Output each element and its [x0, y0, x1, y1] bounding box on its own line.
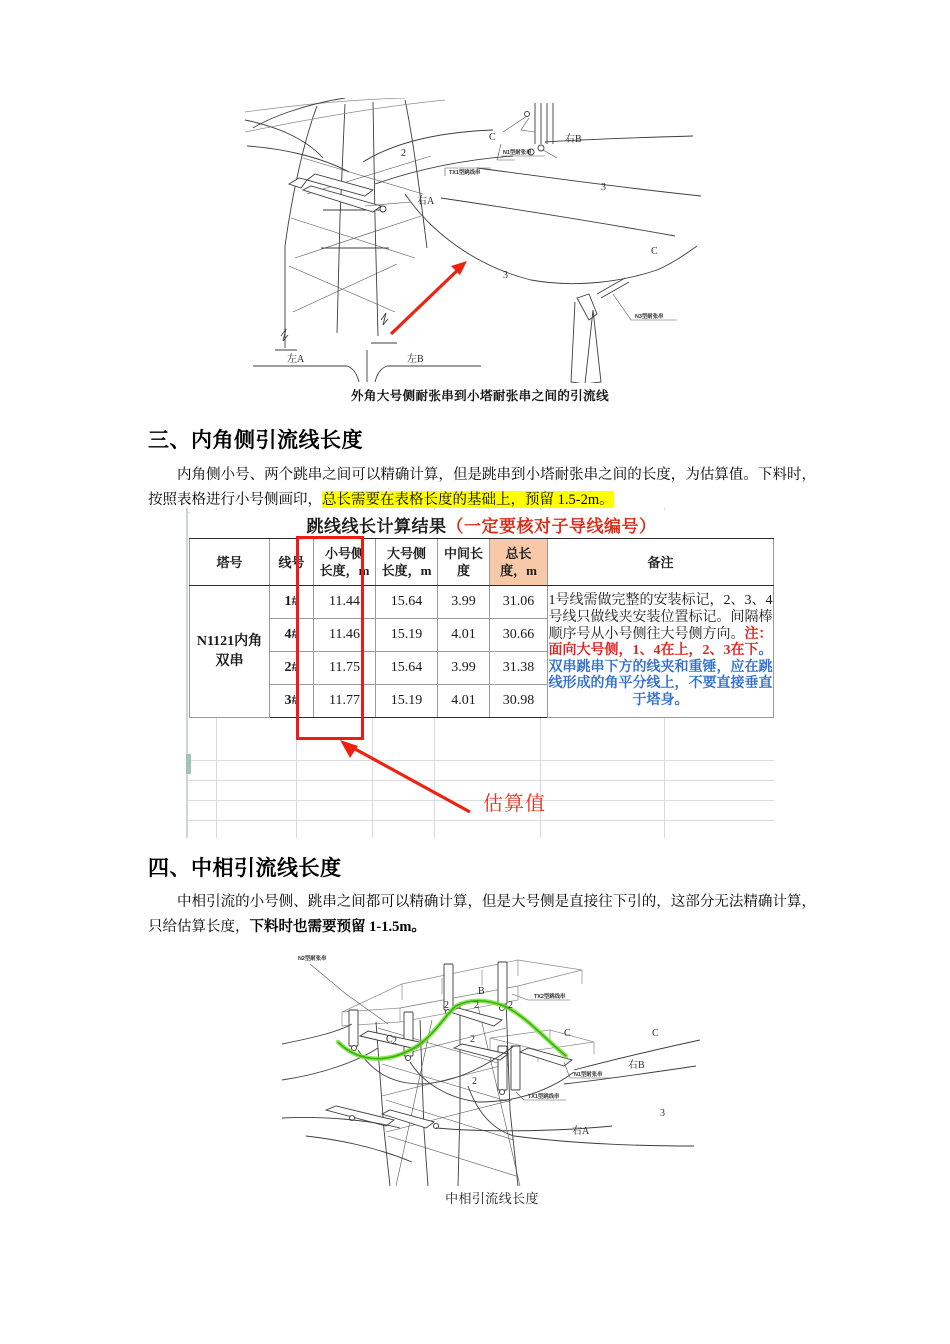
remark-black-part: 1号线需做完整的安装标记，2、3、4号线只做线夹安装位置标记。间隔棒顺序号从小号侧往大号侧方向。 — [548, 593, 773, 642]
fig2-label-tx1: TX1型跳线串 — [528, 1094, 560, 1100]
col-header-total-l2: 度，m — [500, 563, 537, 578]
heading-section-four: 四、中相引流线长度 — [148, 857, 342, 880]
fig2-label-c-far: C — [652, 1028, 659, 1039]
cell-tower-name-l1: N1121内角 — [196, 633, 263, 649]
table-title-row — [190, 510, 774, 539]
table-title-black: 跳线线长计算结果 — [306, 516, 447, 536]
col-header-line-l1: 线号 — [278, 554, 305, 570]
fig1-label-n3: N3型耐张串 — [635, 314, 664, 320]
cell-remark — [548, 586, 774, 718]
paragraph-section-four — [148, 890, 816, 940]
table-header-row — [190, 539, 774, 586]
table-row — [190, 586, 774, 619]
col-header-tower — [190, 539, 270, 586]
cell-big-side: 15.64 — [376, 586, 438, 619]
cell-middle: 3.99 — [438, 652, 490, 685]
para3-highlight: 总长需要在表格长度的基础上，预留 1.5-2m。 — [322, 492, 614, 508]
fig1-label-left-a: 左A — [287, 354, 305, 365]
fig2-label-tx2: TX2型跳线串 — [534, 994, 566, 1000]
figure2-caption: 中相引流线长度 — [445, 1191, 539, 1206]
fig2-label-two-a: 2 — [392, 1036, 397, 1047]
cell-middle: 4.01 — [438, 619, 490, 652]
table-title-cell — [190, 510, 774, 539]
fig2-insulator-strings — [326, 962, 572, 1129]
fig2-label-two-f: 2 — [472, 1076, 477, 1087]
para4-bold: 下料时也需要预留 1-1.5m。 — [249, 919, 426, 935]
remark-blue-part: 。双串跳串下方的线夹和重锤，应在跳线形成的角平分线上，不要直接垂直于塔身。 — [548, 643, 773, 708]
fig1-label-tx1: TX1型跳线串 — [449, 170, 481, 176]
fig2-label-n1: N1型耐张串 — [574, 1072, 603, 1078]
para3-text: 内角侧小号、两个跳串之间可以精确计算，但是跳串到小塔耐张串之间的长度，为估算值。下料时，按照表格进行小号侧画印， — [148, 467, 816, 508]
fig1-label-c-top: C — [489, 132, 496, 143]
col-header-line — [270, 539, 314, 586]
fig1-label-three-lower: 3 — [503, 270, 508, 281]
col-header-small-side-l1: 小号侧 — [324, 546, 364, 561]
cell-line-no: 4# — [270, 619, 314, 652]
fig2-label-three: 3 — [660, 1108, 665, 1119]
fig2-label-two-b: 2 — [444, 1000, 449, 1011]
cell-middle: 4.01 — [438, 685, 490, 718]
col-header-big-side-l1: 大号侧 — [386, 546, 426, 561]
cell-total: 30.66 — [490, 619, 548, 652]
col-header-remark-l1: 备注 — [647, 554, 674, 570]
cell-total: 31.06 — [490, 586, 548, 619]
figure1-caption: 外角大号侧耐张串到小塔耐张串之间的引流线 — [350, 389, 609, 403]
paragraph-section-three — [148, 463, 816, 513]
cell-line-no: 3# — [270, 685, 314, 718]
cell-tower-name-l2: 双串 — [215, 653, 244, 669]
col-header-small-side-l2: 长度，m — [319, 563, 370, 578]
cell-line-no: 2# — [270, 652, 314, 685]
fig2-label-b: B — [478, 986, 485, 997]
cell-tower-name — [190, 586, 270, 718]
fig1-label-c-right: C — [651, 246, 658, 257]
col-header-big-side-l2: 长度，m — [381, 563, 432, 578]
figure-middle-phase-jumper — [282, 950, 702, 1190]
fig1-tower-structure — [245, 98, 553, 350]
col-header-total-l1: 总长 — [505, 546, 532, 561]
cell-small-side: 11.75 — [314, 652, 376, 685]
figure-transmission-tower-outer-angle — [245, 98, 705, 383]
estimated-value-arrow-annotation — [300, 728, 630, 838]
fig2-label-two-d: 2 — [508, 1000, 513, 1011]
fig1-label-right-b: 右B — [565, 134, 582, 145]
remark-red-part: 注：面向大号侧，1、4在上，2、3在下 — [548, 626, 773, 659]
col-header-remark — [548, 539, 774, 586]
col-header-big-side — [376, 539, 438, 586]
jumper-length-calculation-table — [189, 510, 774, 718]
fig2-label-two-e: 2 — [470, 1034, 475, 1045]
table-title-red: （一定要核对子导线编号） — [446, 516, 657, 536]
fig2-label-two-c: 2 — [474, 1000, 479, 1011]
cell-total: 31.38 — [490, 652, 548, 685]
cell-total: 30.98 — [490, 685, 548, 718]
fig2-label-c-left: C — [386, 1034, 393, 1045]
cell-small-side: 11.46 — [314, 619, 376, 652]
cell-big-side: 15.19 — [376, 685, 438, 718]
cell-big-side: 15.64 — [376, 652, 438, 685]
col-header-total — [490, 539, 548, 586]
cell-small-side: 11.77 — [314, 685, 376, 718]
fig1-label-n1: N1型耐张串 — [503, 150, 532, 156]
spreadsheet-selection-marker — [186, 754, 191, 774]
col-header-middle-l1: 中间长 — [443, 546, 483, 561]
fig1-label-three-upper: 3 — [601, 182, 606, 193]
spreadsheet-row-header-strip — [186, 508, 188, 838]
fig1-labels — [365, 116, 677, 320]
fig1-label-right-a: 右A — [417, 196, 435, 207]
cell-small-side: 11.44 — [314, 586, 376, 619]
cell-middle: 3.99 — [438, 586, 490, 619]
col-header-middle — [438, 539, 490, 586]
fig1-bottom-span-labels — [253, 350, 481, 382]
fig2-label-n2: N2型耐张串 — [298, 956, 327, 962]
fig2-label-c-right: C — [564, 1028, 571, 1039]
fig1-label-left-b: 左B — [407, 354, 424, 365]
fig1-red-arrow-annotation — [391, 261, 467, 334]
col-header-tower-l1: 塔号 — [216, 554, 243, 570]
cell-line-no: 1# — [270, 586, 314, 619]
heading-section-three: 三、内角侧引流线长度 — [148, 429, 363, 452]
estimated-value-label: 估算值 — [483, 793, 546, 815]
fig2-conductors — [282, 1024, 700, 1162]
cell-big-side: 15.19 — [376, 619, 438, 652]
col-header-middle-l2: 度 — [456, 563, 470, 578]
fig2-label-right-b: 右B — [628, 1060, 645, 1071]
fig1-conductors — [245, 120, 701, 383]
para4-text: 中相引流的小号侧、跳串之间都可以精确计算，但是大号侧是直接往下引的，这部分无法精确计算，只给估算长度， — [148, 894, 816, 935]
fig1-label-two: 2 — [401, 148, 406, 159]
fig2-label-right-a: 右A — [572, 1126, 590, 1137]
col-header-small-side — [314, 539, 376, 586]
